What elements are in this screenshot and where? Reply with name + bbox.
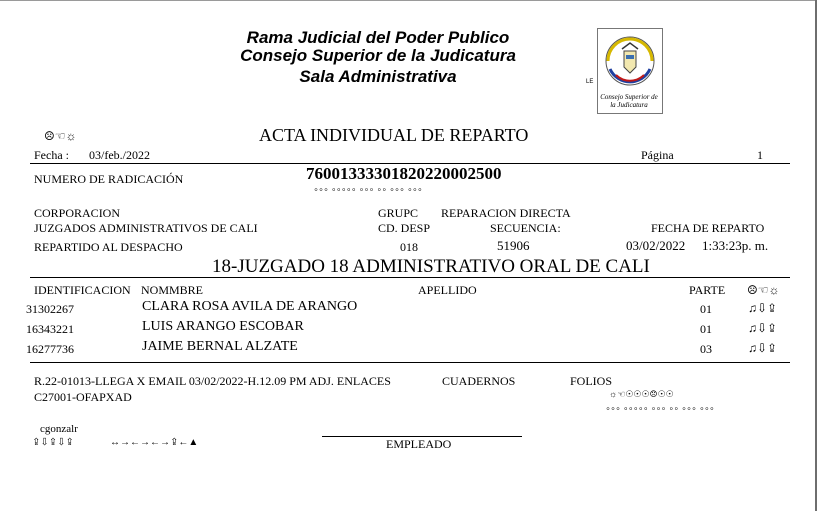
row-id: 16277736	[26, 342, 74, 356]
cd-desp-value: 018	[400, 240, 418, 254]
footer-code: C27001-OFAPXAD	[34, 390, 132, 404]
row-parte: 01	[700, 302, 712, 316]
radicacion-barcode: ⸰⸰⸰ ⸰⸰⸰⸰⸰ ⸰⸰⸰ ⸰⸰ ⸰⸰⸰ ⸰⸰⸰	[314, 186, 423, 194]
repartido-label: REPARTIDO AL DESPACHO	[34, 240, 183, 254]
judicatura-logo	[597, 28, 663, 114]
secuencia-label: SECUENCIA:	[490, 221, 561, 235]
fecha-value: 03/feb./2022	[89, 148, 150, 162]
page-margin	[817, 0, 824, 511]
row-parte: 03	[700, 342, 712, 356]
user-name: cgonzalr	[40, 423, 78, 435]
pagina-label: Página	[641, 148, 674, 162]
col-header-parte: PARTE	[689, 283, 726, 297]
corporacion-label: CORPORACION	[34, 206, 121, 220]
empleado-label: EMPLEADO	[386, 437, 452, 451]
row-id: 31302267	[26, 302, 74, 316]
secuencia-value: 51906	[497, 238, 530, 253]
grupo-label: GRUPC	[378, 206, 419, 220]
header-line-2: Consejo Superior de la Judicatura	[240, 46, 516, 65]
row-id: 16343221	[26, 322, 74, 336]
col-header-nombre: NOMMBRE	[141, 283, 204, 297]
cuadernos-label: CUADERNOS	[442, 374, 516, 388]
row-name: JAIME BERNAL ALZATE	[142, 339, 298, 354]
row-name: LUIS ARANGO ESCOBAR	[142, 319, 304, 334]
radicacion-number: 76001333301820220002500	[306, 164, 502, 183]
corporacion-value: JUZGADOS ADMINISTRATIVOS DE CALI	[34, 221, 258, 235]
fecha-reparto-label: FECHA DE REPARTO	[651, 221, 765, 235]
radicacion-label: NUMERO DE RADICACIÓN	[34, 172, 184, 186]
footer-note: R.22-01013-LLEGA X EMAIL 03/02/2022-H.12.09 PM ADJ. ENLACES	[34, 374, 391, 388]
row-glyph: ♫⇩⇪	[748, 341, 778, 355]
coat-of-arms-icon	[598, 29, 662, 93]
col-header-glyph: ☹☜☼	[747, 283, 780, 297]
row-glyph: ♫⇩⇪	[748, 301, 778, 315]
folios-barcode: ⸰⸰⸰ ⸰⸰⸰⸰⸰ ⸰⸰⸰ ⸰⸰ ⸰⸰⸰ ⸰⸰⸰	[606, 405, 715, 413]
header-line-3: Sala Administrativa	[299, 67, 457, 86]
fecha-label: Fecha :	[34, 148, 69, 162]
folios-label: FOLIOS	[570, 374, 613, 388]
row-glyph: ♫⇩⇪	[748, 321, 778, 335]
pagina-value: 1	[757, 148, 763, 162]
row-parte: 01	[700, 322, 712, 336]
user-glyphs-arrows: ↔→←→←→⇪←▲	[110, 437, 199, 448]
header-line-1: Rama Judicial del Poder Publico	[246, 28, 510, 47]
logo-caption: Consejo Superior de la Judicatura	[600, 93, 658, 109]
divider-table	[30, 362, 790, 363]
hora-reparto-value: 1:33:23p. m.	[702, 238, 769, 253]
fecha-reparto-value: 03/02/2022	[626, 238, 686, 253]
user-glyphs: ⇪⇩⇪⇩⇪	[32, 437, 74, 448]
despacho-name: 18-JUZGADO 18 ADMINISTRATIVO ORAL DE CALI	[212, 256, 650, 277]
folios-glyphs: ☼☜☉☉☉☹☉☉	[609, 389, 674, 399]
divider-despacho	[30, 277, 790, 278]
logo-prefix: LE	[586, 79, 594, 85]
title-glyphs: ☹☜☼	[44, 129, 77, 143]
col-header-apellido: APELLIDO	[418, 283, 477, 297]
grupo-value: REPARACION DIRECTA	[441, 206, 571, 220]
document-title: ACTA INDIVIDUAL DE REPARTO	[259, 125, 529, 145]
row-name: CLARA ROSA AVILA DE ARANGO	[142, 299, 358, 314]
page-top-border	[0, 0, 817, 1]
cd-desp-label: CD. DESP	[378, 221, 431, 235]
col-header-identificacion: IDENTIFICACION	[34, 283, 131, 297]
